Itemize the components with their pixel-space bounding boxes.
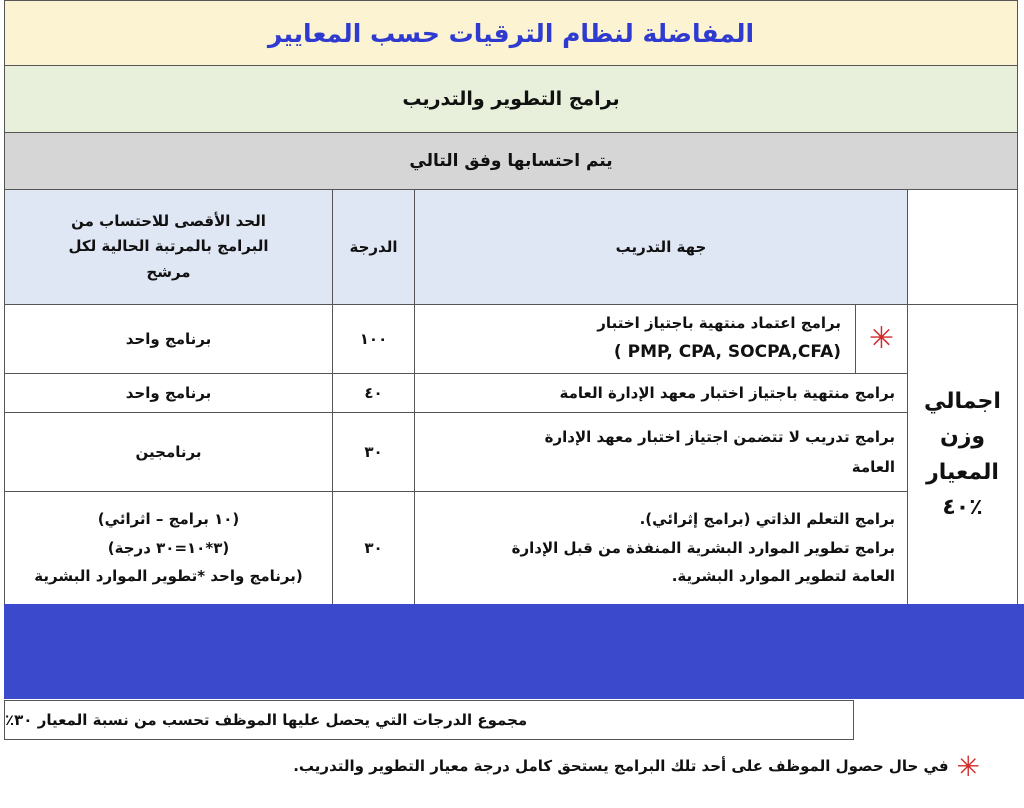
- calc-note: يتم احتسابها وفق التالي: [4, 132, 1018, 190]
- header-max: [4, 189, 333, 305]
- page-title-row: [4, 0, 1018, 66]
- weight-line: وزن: [939, 424, 986, 450]
- row4-max-line: (٣*١٠=٣٠ درجة): [107, 538, 230, 557]
- row1-max: برنامج واحد: [4, 304, 333, 374]
- row4-max-line: (برنامج واحد *تطوير الموارد البشرية: [34, 567, 303, 586]
- header-max-line: البرامج بالمرتبة الحالية لكل: [68, 237, 269, 256]
- header-source: جهة التدريب: [414, 189, 908, 305]
- criterion-weight: [907, 304, 1018, 605]
- weight-line: اجمالي: [924, 389, 1001, 415]
- row1-grade: ١٠٠: [332, 304, 415, 374]
- footnote: [100, 744, 980, 788]
- row2-grade: ٤٠: [332, 373, 415, 413]
- row3-grade: ٣٠: [332, 412, 415, 492]
- row1-source-line: برامج اعتماد منتهية باجتياز اختبار: [597, 314, 841, 333]
- row4-source: [414, 491, 908, 605]
- blue-overlay-band: [4, 604, 1024, 699]
- page-title: المفاضلة لنظام الترقيات حسب المعايير: [267, 18, 755, 48]
- row4-source-line: برامج تطوير الموارد البشرية المنفذة من قبل الإدارة: [511, 538, 895, 557]
- header-max-line: الحد الأقصى للاحتساب من: [71, 211, 266, 230]
- row2-source: برامج منتهية باجتياز اختبار معهد الإدارة العامة: [414, 373, 908, 413]
- weight-percent: ٤٠٪: [942, 494, 983, 520]
- weight-line: المعيار: [926, 459, 999, 485]
- row4-max-line: (١٠ برامج – اثرائي): [97, 510, 240, 529]
- total-note-box: [4, 700, 854, 740]
- row4-source-line: برامج التعلم الذاتي (برامج إثرائي).: [639, 510, 895, 529]
- row3-source: [414, 412, 908, 492]
- row3-source-line: العامة: [851, 458, 895, 476]
- row1-star-cell: [855, 304, 908, 374]
- row3-source-line: برامج تدريب لا تتضمن اجتياز اختبار معهد الإدارة: [544, 428, 895, 446]
- header-grade: الدرجة: [332, 189, 415, 305]
- row4-max: [4, 491, 333, 605]
- row4-source-line: العامة لتطوير الموارد البشرية.: [671, 567, 895, 586]
- row1-source: [414, 304, 856, 374]
- row1-source-exams: ( PMP, CPA, SOCPA,CFA): [613, 342, 841, 363]
- header-max-line: مرشح: [146, 262, 191, 281]
- asterisk-icon: ✳: [868, 321, 895, 356]
- footnote-text: في حال حصول الموظف على أحد تلك البرامج يستحق كامل درجة معيار التطوير والتدريب.: [293, 757, 949, 775]
- row3-max: برنامجين: [4, 412, 333, 492]
- section-title: برامج التطوير والتدريب: [4, 65, 1018, 133]
- total-note: مجموع الدرجات التي يحصل عليها الموظف تحسب من نسبة المعيار ٣٠٪: [5, 711, 528, 729]
- asterisk-icon: ✳: [956, 749, 980, 783]
- header-empty-cell: [907, 189, 1018, 305]
- row2-max: برنامج واحد: [4, 373, 333, 413]
- row4-grade: ٣٠: [332, 491, 415, 605]
